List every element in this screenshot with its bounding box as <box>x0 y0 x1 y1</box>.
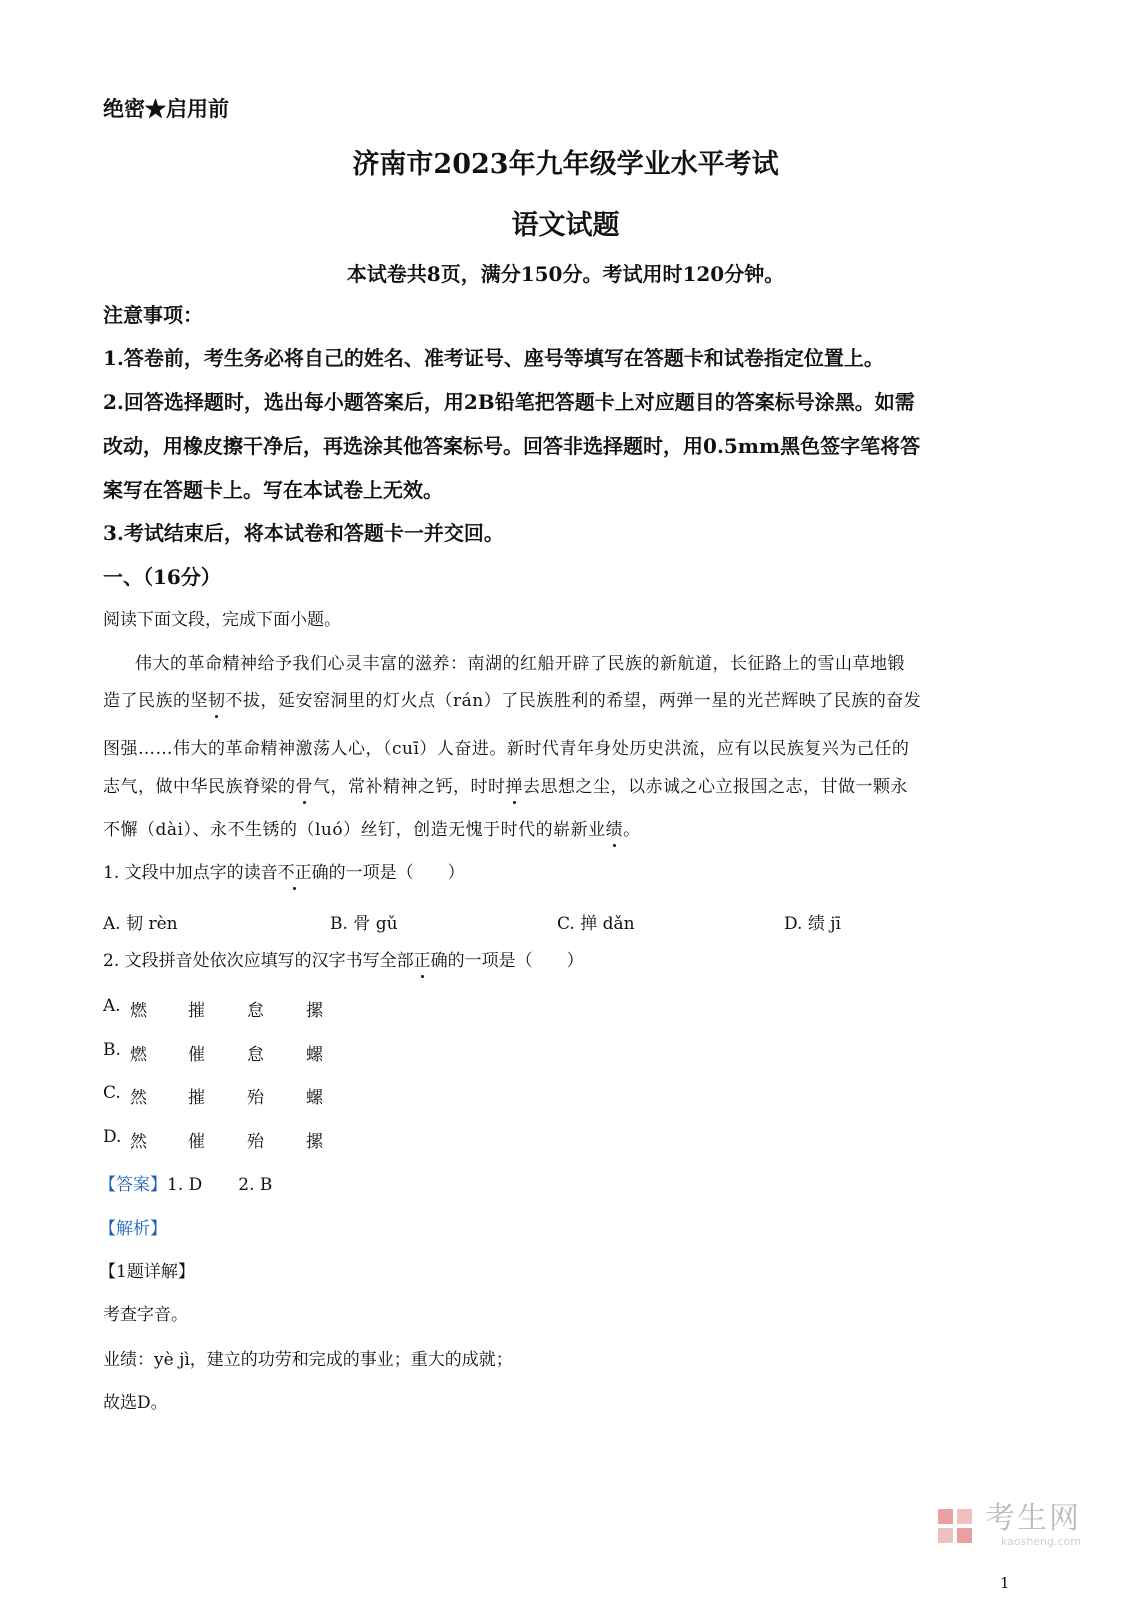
passage-text: 志气，做中华民族脊梁的 <box>103 777 296 797</box>
answer-tag: 【答案】 <box>99 1175 167 1195</box>
watermark <box>936 1503 1081 1548</box>
passage-text: 去思想之尘，以赤诚之心立报国之志，甘做一颗永 <box>523 777 908 797</box>
question-text: 确的一项是（ ） <box>430 951 584 971</box>
option-char: 怠 <box>247 1001 264 1021</box>
q1-option-a: A. 韧 rèn <box>103 914 178 934</box>
option-char: 摞 <box>306 1001 323 1021</box>
watermark-logo-icon <box>936 1507 974 1545</box>
option-char: 摧 <box>188 1001 205 1021</box>
note-3: 3.考试结束后，将本试卷和答题卡一并交回。 <box>103 521 504 545</box>
question-text: 2. 文段拼音处依次应填写的汉字书写全部 <box>103 951 414 971</box>
option-char: 螺 <box>306 1088 323 1108</box>
section-heading: 一、（16分） <box>103 565 221 589</box>
section-instruction: 阅读下面文段，完成下面小题。 <box>103 610 341 630</box>
watermark-name: 考生网 <box>985 1501 1081 1536</box>
q1-option-b: B. 骨 gǔ <box>330 914 398 934</box>
q2-option-c <box>103 1083 323 1108</box>
passage-line-2 <box>103 686 921 711</box>
option-char: 摞 <box>306 1132 323 1152</box>
passage-line-5 <box>103 815 641 840</box>
q2-option-d <box>103 1127 323 1152</box>
passage-text: 不懈（dài）、永不生锈的（luó）丝钉，创造无愧于时代的崭新业 <box>103 820 606 840</box>
passage-line-3: 图强……伟大的革命精神激荡人心，（cuī）人奋进。新时代青年身处历史洪流，应有以民族复兴为己任的 <box>103 739 910 759</box>
q2-option-b <box>103 1040 323 1065</box>
passage-line-4 <box>103 772 908 797</box>
dotted-emphasis: 不正 <box>277 863 312 883</box>
exam-title: 济南市2023年九年级学业水平考试 <box>352 149 779 180</box>
question-2-stem <box>103 946 584 971</box>
option-label: C. <box>103 1083 121 1103</box>
note-2-line-3: 案写在答题卡上。写在本试卷上无效。 <box>103 478 443 502</box>
note-2-line-1: 2.回答选择题时，选出每小题答案后，用2B铅笔把答题卡上对应题目的答案标号涂黑。如需 <box>103 390 915 414</box>
dotted-char: 骨 <box>295 777 313 797</box>
watermark-url: kaosheng.com <box>1000 1535 1081 1548</box>
detail-line-3: 故选D。 <box>103 1393 168 1413</box>
option-label: A. <box>103 996 121 1016</box>
page-number: 1 <box>1000 1574 1010 1592</box>
analysis-tag: 【解析】 <box>99 1219 167 1239</box>
option-label: B. <box>103 1040 121 1060</box>
dotted-char: 韧 <box>208 691 226 711</box>
option-char: 催 <box>188 1045 205 1065</box>
option-char: 然 <box>130 1088 147 1108</box>
note-1: 1.答卷前，考生务必将自己的姓名、准考证号、座号等填写在答题卡和试卷指定位置上。 <box>103 346 884 370</box>
question-text: 1. 文段中加点字的读音 <box>103 863 278 883</box>
passage-text: 造了民族的坚 <box>103 691 208 711</box>
option-char: 螺 <box>306 1045 323 1065</box>
q1-option-c: C. 掸 dǎn <box>557 914 635 934</box>
dotted-char: 绩 <box>605 820 624 840</box>
detail-line-2: 业绩：yè jì，建立的功劳和完成的事业；重大的成就； <box>103 1350 513 1370</box>
exam-subtitle: 语文试题 <box>511 210 620 241</box>
detail-tag: 【1题详解】 <box>99 1262 195 1282</box>
option-char: 燃 <box>130 1001 147 1021</box>
option-char: 燃 <box>130 1045 147 1065</box>
option-char: 摧 <box>188 1088 205 1108</box>
answer-line <box>99 1170 272 1195</box>
detail-line-1: 考查字音。 <box>103 1305 188 1325</box>
option-char: 殆 <box>247 1132 264 1152</box>
question-1-stem <box>103 858 465 883</box>
classification-label: 绝密★启用前 <box>103 96 229 121</box>
dotted-emphasis: 正 <box>413 951 431 971</box>
option-char: 然 <box>130 1132 147 1152</box>
q1-option-d: D. 绩 jī <box>784 914 841 934</box>
answer-2: 2. B <box>238 1175 273 1195</box>
q2-option-a <box>103 996 323 1021</box>
passage-line-1: 伟大的革命精神给予我们心灵丰富的滋养：南湖的红船开辟了民族的新航道，长征路上的雪山草地锻 <box>135 654 905 674</box>
notes-heading: 注意事项： <box>103 303 203 327</box>
dotted-char: 掸 <box>505 777 523 797</box>
passage-text: 不拔，延安窑洞里的灯火点（rán）了民族胜利的希望，两弹一星的光芒辉映了民族的奋发 <box>225 691 922 711</box>
option-char: 催 <box>188 1132 205 1152</box>
question-text: 确的一项是（ ） <box>311 863 465 883</box>
option-char: 怠 <box>247 1045 264 1065</box>
exam-info: 本试卷共8页，满分150分。考试用时120分钟。 <box>346 262 785 286</box>
passage-text: 。 <box>623 820 641 840</box>
option-char: 殆 <box>247 1088 264 1108</box>
note-2-line-2: 改动，用橡皮擦干净后，再选涂其他答案标号。回答非选择题时，用0.5mm黑色签字笔将答 <box>103 434 921 458</box>
option-label: D. <box>103 1127 122 1147</box>
answer-1: 1. D <box>167 1175 203 1195</box>
passage-text: 气，常补精神之钙，时时 <box>313 777 506 797</box>
